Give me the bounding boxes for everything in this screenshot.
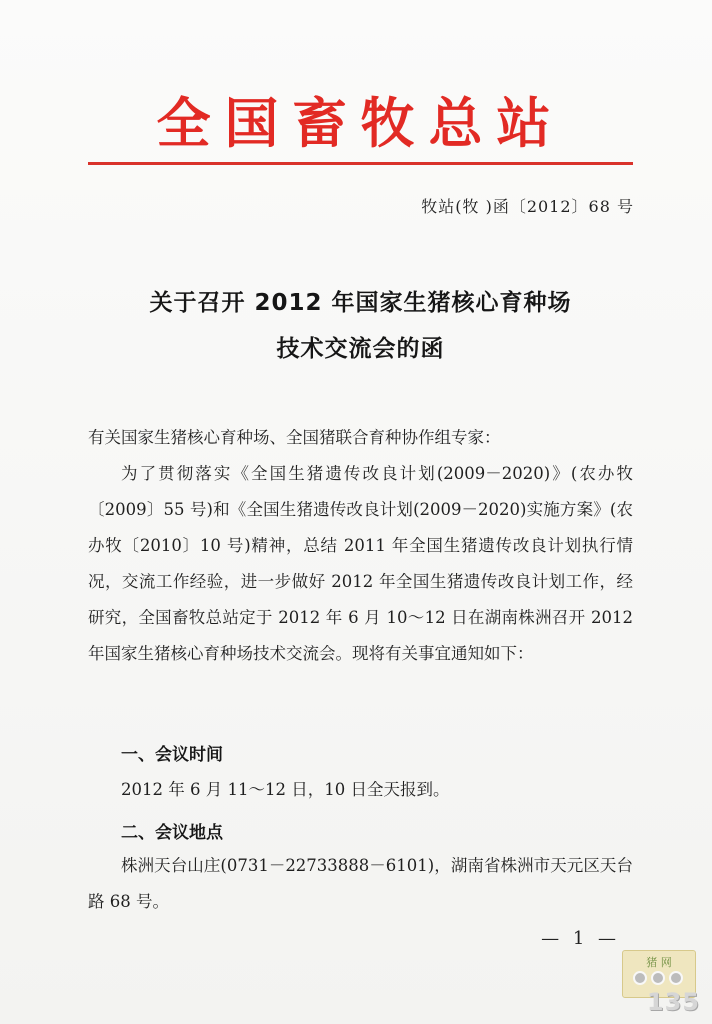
document-title-line-2: 技术交流会的函 bbox=[276, 336, 445, 362]
section-heading-place: 二、会议地点 bbox=[121, 823, 223, 843]
section-text-time: 2012 年 6 月 11～12 日，10 日全天报到。 bbox=[121, 780, 450, 799]
letterhead-rule bbox=[88, 162, 633, 165]
watermark-dot bbox=[669, 971, 683, 985]
watermark-text: 135 bbox=[646, 988, 700, 1016]
watermark-dot bbox=[633, 971, 647, 985]
watermark-dot bbox=[651, 971, 665, 985]
section-text-place: 株洲天台山庄(0731－22733888－6101)，湖南省株洲市天元区天台路 68 号。 bbox=[88, 856, 633, 911]
letterhead-title: 全国畜牧总站 bbox=[156, 91, 565, 155]
salutation: 有关国家生猪核心育种场、全国猪联合育种协作组专家： bbox=[88, 428, 501, 447]
section-heading-time: 一、会议时间 bbox=[121, 745, 223, 765]
watermark-dots bbox=[633, 971, 683, 985]
body-paragraph: 为了贯彻落实《全国生猪遗传改良计划(2009－2020)》(农办牧〔2009〕55 号)和《全国生猪遗传改良计划(2009－2020)实施方案》(农办牧〔2010〕10 号)精神，总结 2011 年全国生猪遗传改良计划执行情况，交流工作经验，进一步做好 2012 年全国生猪遗传改良计划工作，经研究，全国畜牧总站定于 2012 年 6 月 10～12 日在湖南株洲召开 2012 年国家生猪核心育种场技术交流会。现将有关事宜通知如下： bbox=[88, 464, 633, 663]
document-number: 牧站(牧 )函〔2012〕68 号 bbox=[421, 197, 634, 216]
document-title-line-1: 关于召开 2012 年国家生猪核心育种场 bbox=[149, 290, 572, 316]
page-number: — 1 — bbox=[541, 928, 620, 949]
site-watermark bbox=[534, 950, 704, 1016]
watermark-badge-label: 猪 网 bbox=[646, 956, 672, 969]
